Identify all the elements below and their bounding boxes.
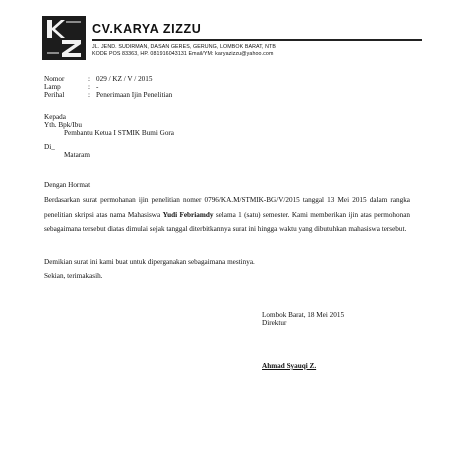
kz-logo-mark xyxy=(42,16,86,60)
meta-separator: : xyxy=(88,91,90,99)
meta-perihal xyxy=(44,91,172,99)
recipient-city: Mataram xyxy=(64,151,90,159)
company-contact: KODE POS 83363, HP. 081916043131 Email/YM: karyazizzu@yahoo.com xyxy=(92,51,274,57)
company-logo-icon xyxy=(42,16,86,60)
meta-perihal-value: Penerimaan Ijin Penelitian xyxy=(96,91,173,99)
meta-perihal-label: Perihal xyxy=(44,91,65,99)
meta-lamp-value: - xyxy=(96,83,99,91)
meta-separator: : xyxy=(88,83,90,91)
header-divider xyxy=(92,39,422,41)
closing-text: Sekian, terimakasih. xyxy=(44,272,103,280)
recipient-kepada: Kepada xyxy=(44,113,66,121)
signature-name: Ahmad Syauqi Z. xyxy=(262,362,317,370)
recipient-name: Pembantu Ketua I STMIK Bumi Gora xyxy=(64,129,174,137)
meta-separator: : xyxy=(88,75,90,83)
company-address: JL. JEND. SUDIRMAN, DASAN GERES, GERUNG, LOMBOK BARAT, NTB xyxy=(92,44,277,50)
greeting: Dengan Hormat xyxy=(44,181,91,189)
meta-lamp-label: Lamp xyxy=(44,83,61,91)
meta-nomor-label: Nomor xyxy=(44,75,65,83)
body-paragraph-2: Demikian surat ini kami buat untuk diperganakan sebagaimana mestinya. xyxy=(44,258,255,266)
meta-nomor-value: 029 / KZ / V / 2015 xyxy=(96,75,153,83)
meta-lamp xyxy=(44,83,98,91)
meta-nomor xyxy=(44,75,152,83)
recipient-di: Di_ xyxy=(44,143,55,151)
company-name: CV.KARYA ZIZZU xyxy=(92,22,202,36)
p1-text-after: selama 1 (satu) semester. Kami memberikan ijin atas permohonan sebagaimana tersebut diatas dimulai sejak tanggal diterbitkannya surat ini hingga waktu yang dibutuhkan mahasiswa tersebut. xyxy=(44,210,410,233)
student-name: Yudi Febriamdy xyxy=(162,210,214,219)
recipient-yth: Yth. Bpk/Ibu xyxy=(44,121,82,129)
signature-place-date: Lombok Barat, 18 Mei 2015 xyxy=(262,311,345,319)
signature-title: Direktur xyxy=(262,319,287,327)
body-paragraph-1 xyxy=(44,193,410,237)
p1-text-before: Berdasarkan surat permohanan ijin penelitian nomer 0796/KA.M/STMIK-BG/V/2015 tanggal 13 Mei 2015 dalam rangka penelitian skripsi atas nama Mahasiswa xyxy=(44,196,410,219)
